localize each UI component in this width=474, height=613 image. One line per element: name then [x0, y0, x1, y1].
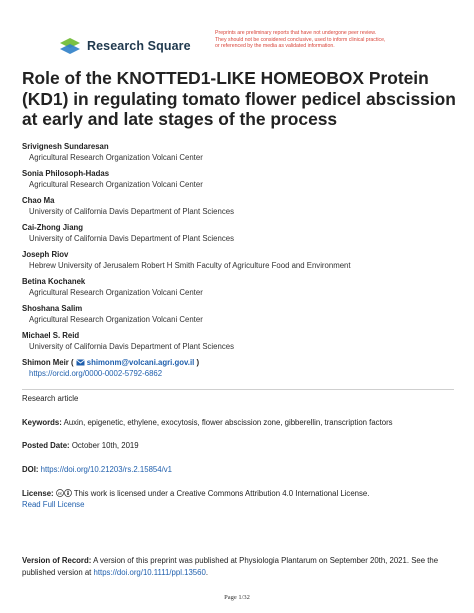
license-text: This work is licensed under a Creative Commons Attribution 4.0 International License. [71, 489, 370, 498]
posted-date-value: October 10th, 2019 [71, 441, 139, 450]
author-entry [22, 330, 462, 357]
author-name: Sonia Philosoph-Hadas [22, 169, 110, 178]
author-name: Chao Ma [22, 196, 55, 205]
published-version-link[interactable]: https://doi.org/10.1111/ppl.13560 [93, 567, 206, 577]
disclaimer-line: They should not be considered conclusive, used to inform clinical practice, [215, 36, 386, 43]
author-affiliation: University of California Davis Department of Plant Sciences [29, 207, 234, 216]
article-type: Research article [22, 394, 79, 403]
email-link[interactable]: shimonm@volcani.agri.gov.il [86, 358, 195, 367]
posted-date-label: Posted Date: [22, 441, 70, 450]
keywords-line [22, 417, 462, 428]
version-of-record-label: Version of Record: [22, 556, 92, 565]
author-affiliation: Agricultural Research Organization Volcani Center [29, 180, 203, 189]
corresponding-author-entry [22, 357, 462, 384]
posted-date-line [22, 440, 462, 451]
research-square-logo-icon [58, 37, 82, 55]
author-name: Shimon Meir [22, 358, 69, 367]
author-list [22, 141, 462, 384]
author-entry [22, 276, 462, 303]
keywords-value: Auxin, epigenetic, ethylene, exocytosis, flower abscission zone, gibberellin, transcription factors [63, 418, 393, 427]
attribution-icon [64, 489, 72, 497]
author-name: Joseph Riov [22, 250, 69, 259]
disclaimer-line: or referenced by the media as validated information. [215, 43, 335, 50]
corresponding-author-line [22, 357, 462, 368]
section-divider [22, 389, 454, 390]
page-number: Page 1/32 [224, 594, 250, 601]
envelope-icon [76, 359, 85, 366]
paren-close: ) [194, 358, 200, 367]
author-affiliation: University of California Davis Department of Plant Sciences [29, 342, 234, 351]
author-name: Srivignesh Sundaresan [22, 142, 109, 151]
doi-line [22, 464, 462, 475]
paper-title: Role of the KNOTTED1-LIKE HOMEOBOX Protein (KD1) in regulating tomato flower pedicel abscission at early and late stages of the process [22, 68, 456, 129]
brand-name: Research Square [87, 39, 191, 53]
research-square-logo[interactable] [58, 37, 191, 55]
header [22, 30, 452, 60]
author-affiliation: University of California Davis Department of Plant Sciences [29, 234, 234, 243]
author-entry [22, 249, 462, 276]
keywords-label: Keywords: [22, 418, 62, 427]
author-entry [22, 168, 462, 195]
author-name: Cai-Zhong Jiang [22, 223, 84, 232]
author-affiliation: Hebrew University of Jerusalem Robert H Smith Faculty of Agriculture Food and Environment [29, 261, 351, 270]
doi-link[interactable]: https://doi.org/10.21203/rs.2.15854/v1 [40, 465, 172, 474]
orcid-link[interactable]: https://orcid.org/0000-0002-5792-6862 [29, 369, 163, 378]
author-entry [22, 303, 462, 330]
preprint-disclaimer [215, 30, 465, 50]
version-of-record [22, 555, 462, 578]
doi-label: DOI: [22, 465, 39, 474]
creative-commons-icon [56, 489, 64, 497]
author-affiliation: Agricultural Research Organization Volcani Center [29, 288, 203, 297]
author-entry [22, 222, 462, 249]
read-full-license-link[interactable]: Read Full License [22, 500, 85, 509]
author-name: Michael S. Reid [22, 331, 80, 340]
license-label: License: [22, 489, 54, 498]
author-entry [22, 195, 462, 222]
author-affiliation: Agricultural Research Organization Volcani Center [29, 153, 203, 162]
license-line [22, 488, 462, 510]
author-entry [22, 141, 462, 168]
version-of-record-text: A version of this preprint was published at Physiologia Plantarum on September 20th, 2021. See the published version at [22, 556, 439, 577]
disclaimer-line: Preprints are preliminary reports that have not undergone peer review. [215, 30, 377, 36]
svg-text:cc: cc [57, 491, 62, 496]
author-name: Shoshana Salim [22, 304, 83, 313]
author-name: Betina Kochanek [22, 277, 86, 286]
paren-open: ( [68, 358, 74, 367]
version-of-record-end: . [205, 567, 208, 577]
author-affiliation: Agricultural Research Organization Volcani Center [29, 315, 203, 324]
